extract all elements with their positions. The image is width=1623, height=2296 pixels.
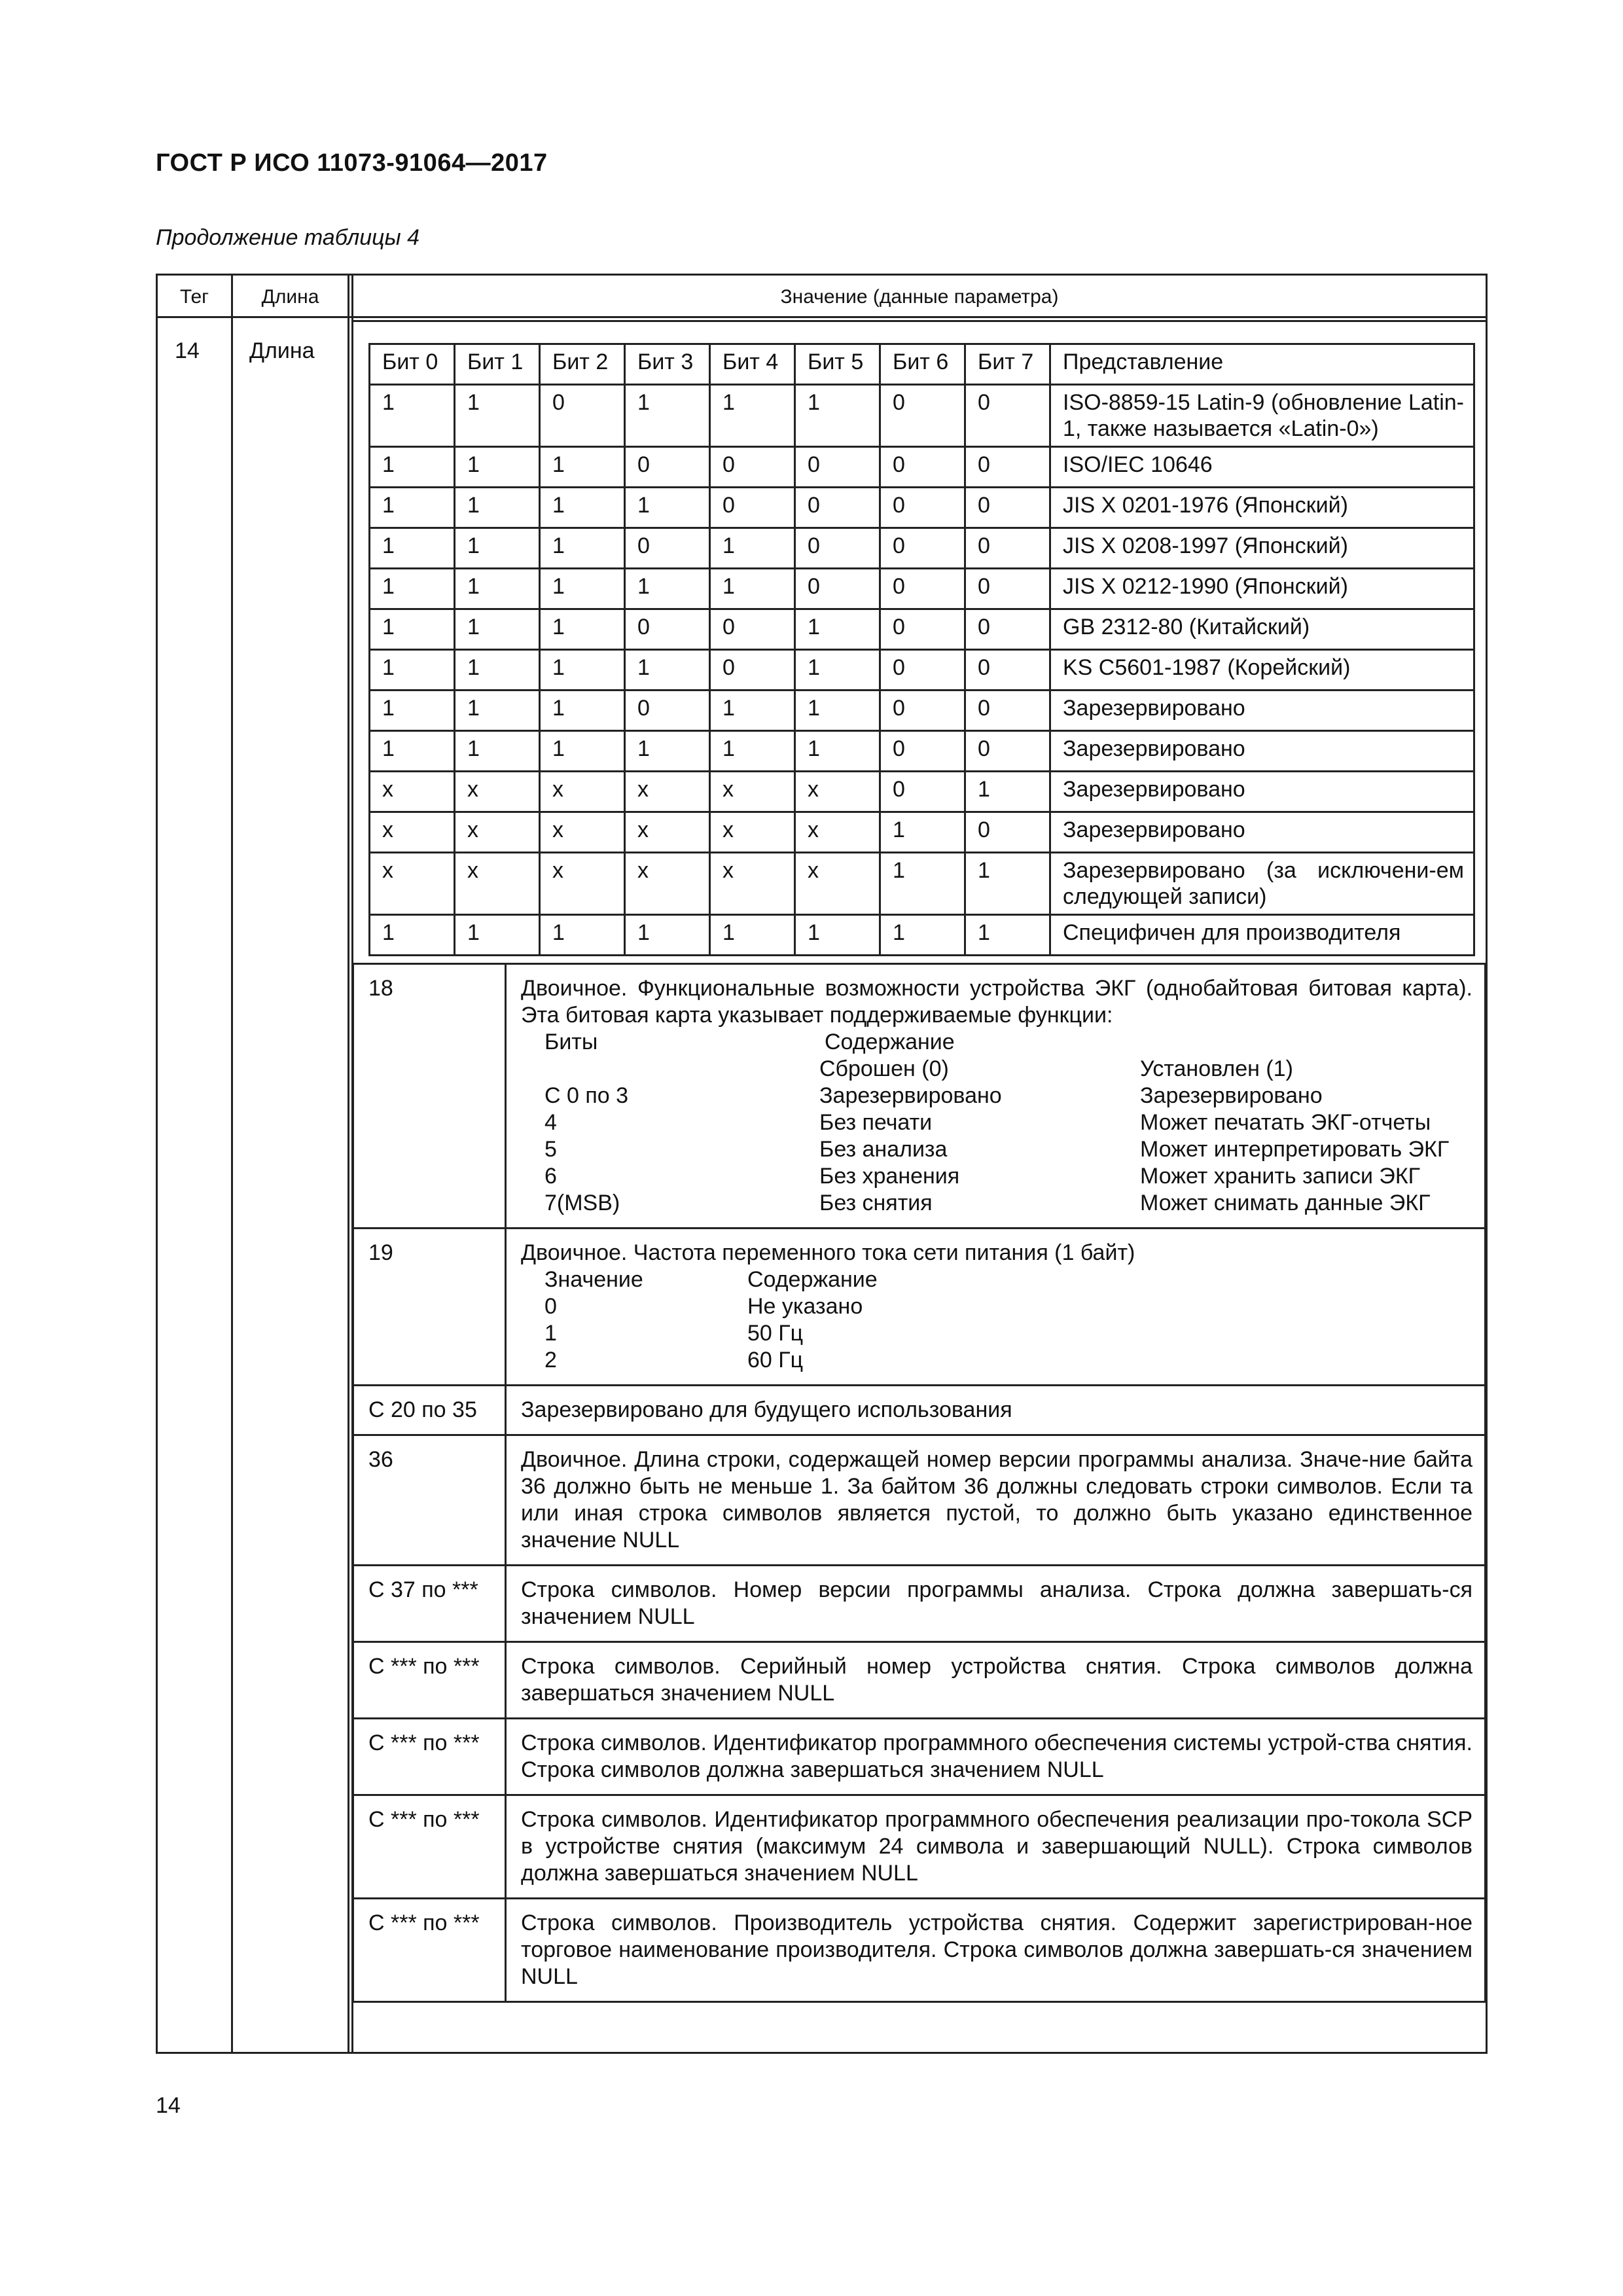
bit-cell: 1 (710, 915, 795, 956)
bit-cell: 1 (370, 915, 455, 956)
main-table (156, 274, 1488, 2054)
frequency-code: 0 (544, 1294, 557, 1319)
table-row (370, 853, 1474, 915)
bit-cell: 0 (965, 691, 1050, 731)
bit-cell: x (540, 853, 625, 915)
bit-cell: 1 (795, 691, 880, 731)
col-bits: Биты (544, 1030, 598, 1054)
page-number: 14 (156, 2093, 181, 2118)
bit-cell: 1 (370, 650, 455, 691)
bit-cell: 1 (710, 385, 795, 447)
bit-cell: 1 (455, 447, 540, 488)
bit-cell: 1 (455, 609, 540, 650)
bit-header: Бит 6 (880, 344, 965, 385)
reset-meaning: Без снятия (819, 1191, 933, 1215)
byte18-rows (521, 1083, 1472, 1217)
frequency-code: 1 (544, 1321, 557, 1346)
bit-range: 4 (544, 1110, 557, 1135)
byte-description: Строка символов. Производитель устройства снятия. Содержит зарегистрирован-ное торговое наименование производителя. Строка символов должна завершать-ся значением NULL (506, 1899, 1486, 2002)
byte-description: Строка символов. Номер версии программы анализа. Строка должна завершать-ся значением NULL (506, 1566, 1486, 1642)
bit-cell: 1 (540, 915, 625, 956)
byte-description: Зарезервировано для будущего использования (506, 1386, 1486, 1435)
bit-cell: 1 (625, 569, 710, 609)
bit-cell: 1 (965, 772, 1050, 812)
table-row (370, 385, 1474, 447)
col-content: Содержание (747, 1267, 878, 1292)
bit-range: 7(MSB) (544, 1191, 620, 1215)
bit-cell: 1 (540, 691, 625, 731)
byte19-rows (521, 1293, 1472, 1374)
table-row (353, 1229, 1486, 1386)
bit-cell: 1 (540, 488, 625, 528)
bit-header: Бит 7 (965, 344, 1050, 385)
bit-cell: 1 (540, 528, 625, 569)
byte-number: 19 (353, 1229, 506, 1386)
byte-description (506, 1229, 1486, 1386)
frequency-meaning: 50 Гц (747, 1321, 804, 1346)
bit-cell: 1 (540, 447, 625, 488)
bit-header: Бит 4 (710, 344, 795, 385)
representation-cell: JIS X 0212-1990 (Японский) (1050, 569, 1474, 609)
byte-description: Строка символов. Серийный номер устройства снятия. Строка символов должна завершаться значением NULL (506, 1642, 1486, 1719)
bit-cell: 1 (880, 853, 965, 915)
bit-cell: 1 (455, 569, 540, 609)
bit-cell: 0 (965, 609, 1050, 650)
byte19-values-table (521, 1266, 1472, 1293)
table-row (353, 1435, 1486, 1566)
header-tag: Тег (179, 286, 209, 308)
bit-cell: 1 (370, 569, 455, 609)
bit-cell: 0 (965, 569, 1050, 609)
length-value: Длина (249, 338, 315, 363)
bit-cell: 0 (795, 447, 880, 488)
byte-number: 18 (353, 964, 506, 1229)
bit-cell: 0 (880, 528, 965, 569)
bit-cell: 1 (880, 915, 965, 956)
bit-cell: 1 (795, 385, 880, 447)
bit-cell: 1 (370, 731, 455, 772)
byte18-bits-table (521, 1029, 1472, 1083)
table-caption: Продолжение таблицы 4 (156, 225, 419, 250)
byte-number: С *** по *** (353, 1795, 506, 1899)
bit-cell: 0 (965, 528, 1050, 569)
bit-cell: 1 (540, 609, 625, 650)
table-row (353, 1795, 1486, 1899)
representation-cell: GB 2312-80 (Китайский) (1050, 609, 1474, 650)
bit-cell: 1 (965, 853, 1050, 915)
bit-cell: 1 (455, 528, 540, 569)
bit-cell: 1 (795, 731, 880, 772)
table-row (370, 731, 1474, 772)
bit-cell: 1 (370, 385, 455, 447)
bit-range: С 0 по 3 (544, 1083, 629, 1108)
bit-range: 5 (544, 1137, 557, 1162)
table-row (353, 1719, 1486, 1795)
bit-cell: x (710, 812, 795, 853)
table-row (353, 964, 1486, 1229)
col-content: Содержание (825, 1030, 955, 1054)
bit-cell: x (455, 812, 540, 853)
bit-cell: 0 (965, 488, 1050, 528)
table-row (370, 528, 1474, 569)
document-title: ГОСТ Р ИСО 11073-91064—2017 (156, 149, 548, 177)
bit-cell: 1 (795, 609, 880, 650)
representation-cell: Зарезервировано (1050, 731, 1474, 772)
frequency-code: 2 (544, 1348, 557, 1372)
reset-meaning: Без анализа (819, 1137, 948, 1162)
reset-meaning: Без хранения (819, 1164, 960, 1189)
bit-cell: 1 (455, 650, 540, 691)
bit-cell: 0 (625, 609, 710, 650)
bit-cell: x (540, 812, 625, 853)
bit-cell: x (625, 853, 710, 915)
bit-cell: 1 (710, 691, 795, 731)
bit-cell: 0 (710, 447, 795, 488)
byte-description: Строка символов. Идентификатор программного обеспечения реализации про-токола SCP в устройстве снятия (максимум 24 символа и завершающий NULL). Строка символов должна завершаться значением NULL (506, 1795, 1486, 1899)
bit-cell: 0 (625, 691, 710, 731)
representation-cell: Зарезервировано (за исключени-ем следующей записи) (1050, 853, 1474, 915)
bit-cell: x (370, 772, 455, 812)
bit-cell: x (625, 772, 710, 812)
bit-cell: 1 (455, 488, 540, 528)
representation-cell: Зарезервировано (1050, 772, 1474, 812)
representation-cell: Зарезервировано (1050, 812, 1474, 853)
byte-description: Строка символов. Идентификатор программного обеспечения системы устрой-ства снятия. Строка символов должна завершаться значением NULL (506, 1719, 1486, 1795)
header-divider (158, 316, 1486, 318)
bit-cell: 0 (880, 488, 965, 528)
representation-cell: Зарезервировано (1050, 691, 1474, 731)
representation-cell: ISO-8859-15 Latin-9 (обновление Latin-1, также называется «Latin-0») (1050, 385, 1474, 447)
header-divider (351, 320, 1486, 322)
bit-cell: 1 (370, 609, 455, 650)
representation-cell: ISO/IEC 10646 (1050, 447, 1474, 488)
representation-cell: JIS X 0201-1976 (Японский) (1050, 488, 1474, 528)
bit-cell: x (625, 812, 710, 853)
bit-range: 6 (544, 1164, 557, 1189)
representation-header: Представление (1050, 344, 1474, 385)
bit-cell: 1 (625, 650, 710, 691)
bit-header: Бит 5 (795, 344, 880, 385)
table-row (370, 488, 1474, 528)
column-divider (348, 276, 349, 2052)
bit-cell: 1 (455, 385, 540, 447)
byte-number: С *** по *** (353, 1642, 506, 1719)
bit-cell: x (455, 853, 540, 915)
bit-cell: 0 (880, 447, 965, 488)
tag-value: 14 (175, 338, 200, 363)
bit-cell: 0 (880, 731, 965, 772)
bit-cell: 1 (710, 731, 795, 772)
representation-cell: Специфичен для производителя (1050, 915, 1474, 956)
set-meaning: Может интерпретировать ЭКГ (1140, 1137, 1450, 1162)
table-row (370, 569, 1474, 609)
bit-cell: 0 (795, 488, 880, 528)
bit-cell: 1 (540, 569, 625, 609)
byte19-intro: Двоичное. Частота переменного тока сети питания (1 байт) (521, 1240, 1135, 1265)
bit-cell: 0 (965, 447, 1050, 488)
bit-cell: 1 (710, 528, 795, 569)
bit-cell: 1 (455, 915, 540, 956)
col-set: Установлен (1) (1140, 1056, 1293, 1081)
bit-cell: 0 (965, 385, 1050, 447)
reset-meaning: Без печати (819, 1110, 933, 1135)
bit-cell: 0 (880, 650, 965, 691)
set-meaning: Может хранить записи ЭКГ (1140, 1164, 1421, 1189)
byte-number: С *** по *** (353, 1719, 506, 1795)
bit-header: Бит 0 (370, 344, 455, 385)
bit-cell: 1 (795, 650, 880, 691)
bit-cell: 1 (455, 691, 540, 731)
bit-cell: 0 (710, 609, 795, 650)
bit-cell: 1 (455, 731, 540, 772)
bit-header: Бит 3 (625, 344, 710, 385)
table-row (353, 1566, 1486, 1642)
table-row (370, 772, 1474, 812)
bit-cell: 1 (965, 915, 1050, 956)
table-row (353, 1899, 1486, 2002)
bit-cell: 1 (370, 488, 455, 528)
table-row (370, 691, 1474, 731)
column-divider (231, 276, 233, 2052)
bit-header: Бит 1 (455, 344, 540, 385)
header-length: Длина (261, 286, 319, 308)
bit-cell: 0 (795, 528, 880, 569)
bit-cell: 1 (370, 691, 455, 731)
bit-cell: 1 (540, 650, 625, 691)
bit-cell: 1 (625, 385, 710, 447)
table-row (370, 812, 1474, 853)
frequency-meaning: Не указано (747, 1294, 863, 1319)
bit-cell: x (540, 772, 625, 812)
bit-cell: 0 (880, 772, 965, 812)
byte18-intro: Двоичное. Функциональные возможности устройства ЭКГ (однобайтовая битовая карта). Эта битовая карта указывает поддерживаемые функции: (521, 976, 1472, 1028)
bit-cell: 1 (710, 569, 795, 609)
bit-cell: 0 (965, 731, 1050, 772)
bit-cell: 0 (625, 447, 710, 488)
frequency-meaning: 60 Гц (747, 1348, 804, 1372)
byte-number: 36 (353, 1435, 506, 1566)
reset-meaning: Зарезервировано (819, 1083, 1002, 1108)
representation-cell: KS C5601-1987 (Корейский) (1050, 650, 1474, 691)
bit-cell: 0 (710, 488, 795, 528)
byte-number: С 37 по *** (353, 1566, 506, 1642)
bit-cell: x (795, 772, 880, 812)
bit-cell: 1 (370, 528, 455, 569)
bit-cell: 1 (625, 915, 710, 956)
table-row (370, 915, 1474, 956)
bit-cell: 0 (880, 569, 965, 609)
bit-cell: 0 (540, 385, 625, 447)
bit-cell: x (795, 853, 880, 915)
col-reset: Сброшен (0) (819, 1056, 949, 1081)
bit-cell: 0 (880, 385, 965, 447)
bit-cell: 0 (965, 812, 1050, 853)
bit-cell: 1 (625, 488, 710, 528)
set-meaning: Может печатать ЭКГ-отчеты (1140, 1110, 1431, 1135)
bit-cell: 0 (710, 650, 795, 691)
table-row (370, 650, 1474, 691)
bit-cell: 1 (880, 812, 965, 853)
bit-cell: x (370, 812, 455, 853)
bit-cell: x (795, 812, 880, 853)
header-value: Значение (данные параметра) (780, 286, 1059, 308)
table-row (370, 447, 1474, 488)
byte-description: Двоичное. Длина строки, содержащей номер версии программы анализа. Значе-ние байта 36 должно быть не меньше 1. За байтом 36 должны следовать строки символов. Если та или иная строка символов является пустой, то должно быть указано единственное значение NULL (506, 1435, 1486, 1566)
set-meaning: Зарезервировано (1140, 1083, 1323, 1108)
bit-cell: x (370, 853, 455, 915)
bit-cell: 1 (625, 731, 710, 772)
bit-cell: 1 (795, 915, 880, 956)
bit-table (368, 343, 1475, 956)
byte-number: С *** по *** (353, 1899, 506, 2002)
bit-cell: 0 (625, 528, 710, 569)
bit-cell: 1 (540, 731, 625, 772)
table-row (353, 1386, 1486, 1435)
bit-cell: x (710, 772, 795, 812)
bit-header: Бит 2 (540, 344, 625, 385)
bit-cell: x (710, 853, 795, 915)
bit-cell: 1 (370, 447, 455, 488)
col-value: Значение (544, 1267, 643, 1292)
bit-table-header (370, 344, 1474, 385)
table-row (353, 1642, 1486, 1719)
representation-cell: JIS X 0208-1997 (Японский) (1050, 528, 1474, 569)
bit-cell: 0 (880, 609, 965, 650)
table-row (370, 609, 1474, 650)
byte-number: С 20 по 35 (353, 1386, 506, 1435)
set-meaning: Может снимать данные ЭКГ (1140, 1191, 1431, 1215)
bit-cell: 0 (795, 569, 880, 609)
bit-cell: 0 (880, 691, 965, 731)
description-rows (352, 963, 1486, 2003)
bit-cell: 0 (965, 650, 1050, 691)
bit-cell: x (455, 772, 540, 812)
byte-description (506, 964, 1486, 1229)
